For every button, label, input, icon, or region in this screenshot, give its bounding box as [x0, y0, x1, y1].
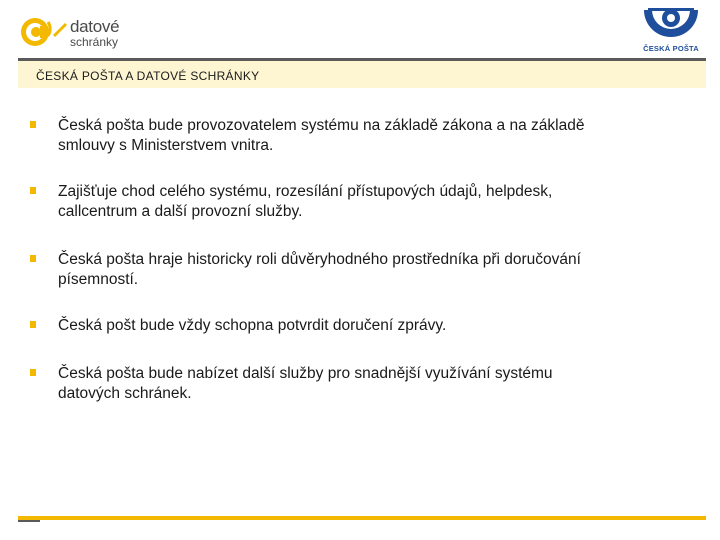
bullet-line: Zajišťuje chod celého systému, rozesílání přístupových údajů, helpdesk,: [58, 183, 553, 200]
bullet-line: Česká pošta bude nabízet další služby pro snadnější využívání systému: [58, 365, 553, 382]
post-horn-icon: [634, 6, 708, 44]
bullet-line: Česká pošt bude vždy schopna potvrdit doručení zprávy.: [58, 317, 447, 334]
bullet-text: [58, 316, 688, 336]
logo-right-text: ČESKÁ POŠTA: [643, 44, 699, 53]
bullet-line: callcentrum a další provozní služby.: [58, 203, 303, 220]
bullet-line: smlouvy s Ministerstvem vnitra.: [58, 137, 274, 154]
bullet-line: Česká pošta hraje historicky roli důvěryhodného prostředníka při doručování: [58, 251, 581, 268]
bullet-marker: [30, 187, 36, 194]
logo-left-line2: schránky: [70, 35, 119, 49]
logo-left-line1: datové: [70, 17, 120, 36]
ceska-posta-logo: [634, 6, 708, 54]
page-title: ČESKÁ POŠTA A DATOVÉ SCHRÁNKY: [36, 69, 260, 83]
bullet-text: [58, 116, 688, 156]
bullet-marker: [30, 369, 36, 376]
bullet-text: [58, 364, 688, 404]
footer-divider-accent: [18, 520, 40, 522]
section-header-bar: [18, 58, 706, 88]
bullet-marker: [30, 321, 36, 328]
datove-schranky-logo: [18, 14, 128, 54]
bullet-line: Česká pošta bude provozovatelem systému na základě zákona a na základě: [58, 117, 585, 134]
bullet-marker: [30, 255, 36, 262]
bullet-text: [58, 182, 688, 222]
bullet-marker: [30, 121, 36, 128]
footer-divider: [18, 516, 706, 520]
at-sign-icon: [18, 14, 68, 50]
bullet-text: [58, 250, 688, 290]
bullet-line: písemností.: [58, 271, 139, 288]
bullet-line: datových schránek.: [58, 385, 192, 402]
